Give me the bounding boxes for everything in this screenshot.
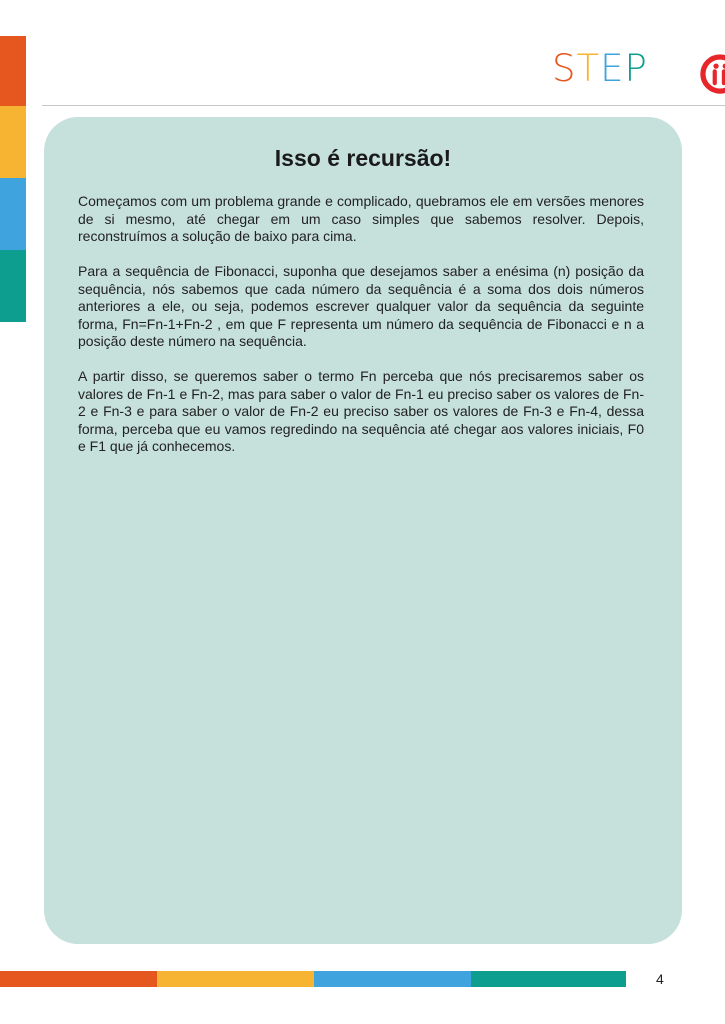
header-divider xyxy=(42,105,725,106)
logo-letter-t: T xyxy=(576,47,601,90)
step-badge-icon xyxy=(651,53,725,95)
footer-bar-yellow xyxy=(157,971,314,987)
logo-letter-s: S xyxy=(552,47,577,90)
side-bar-blue xyxy=(0,178,26,250)
footer-bar-orange xyxy=(0,971,157,987)
side-bar-orange xyxy=(0,36,26,106)
side-bar-yellow xyxy=(0,106,26,178)
paragraph-1: Começamos com um problema grande e complicado, quebramos ele em versões menores de si mesmo, até chegar em um caso simples que sabemos resolver. Depois, reconstruímos a solução de baixo para cima. xyxy=(78,193,644,244)
step-logo-text xyxy=(552,48,648,90)
logo-letter-e: E xyxy=(600,47,625,90)
content-card xyxy=(44,117,682,944)
footer-bar-blue xyxy=(314,971,471,987)
page-number: 4 xyxy=(656,971,664,987)
side-bar-teal xyxy=(0,250,26,322)
step-logo xyxy=(552,47,690,92)
footer-bar-teal xyxy=(471,971,626,987)
card-body xyxy=(78,193,644,473)
logo-letter-p: P xyxy=(624,47,648,90)
paragraph-2: Para a sequência de Fibonacci, suponha que desejamos saber a enésima (n) posição da sequência, nós sabemos que cada número da sequência é a soma dos dois números anteriores a ele, ou seja, podemos escrever qualquer valor da sequência da seguinte forma, Fn=Fn-1+Fn-2 , em que F representa um número da sequência de Fibonacci e n a posição deste número na sequência. xyxy=(78,263,644,349)
card-title: Isso é recursão! xyxy=(274,145,452,171)
paragraph-3: A partir disso, se queremos saber o termo Fn perceba que nós precisaremos saber os valores de Fn-1 e Fn-2, mas para saber o valor de Fn-1 eu preciso saber os valores de Fn-2 e Fn-3 e para saber o valor de Fn-2 eu preciso saber os valores de Fn-3 e Fn-4, dessa forma, perceba que eu vamos regredindo na sequência até chegar aos valores iniciais, F0 e F1 que já conhecemos. xyxy=(78,368,644,454)
